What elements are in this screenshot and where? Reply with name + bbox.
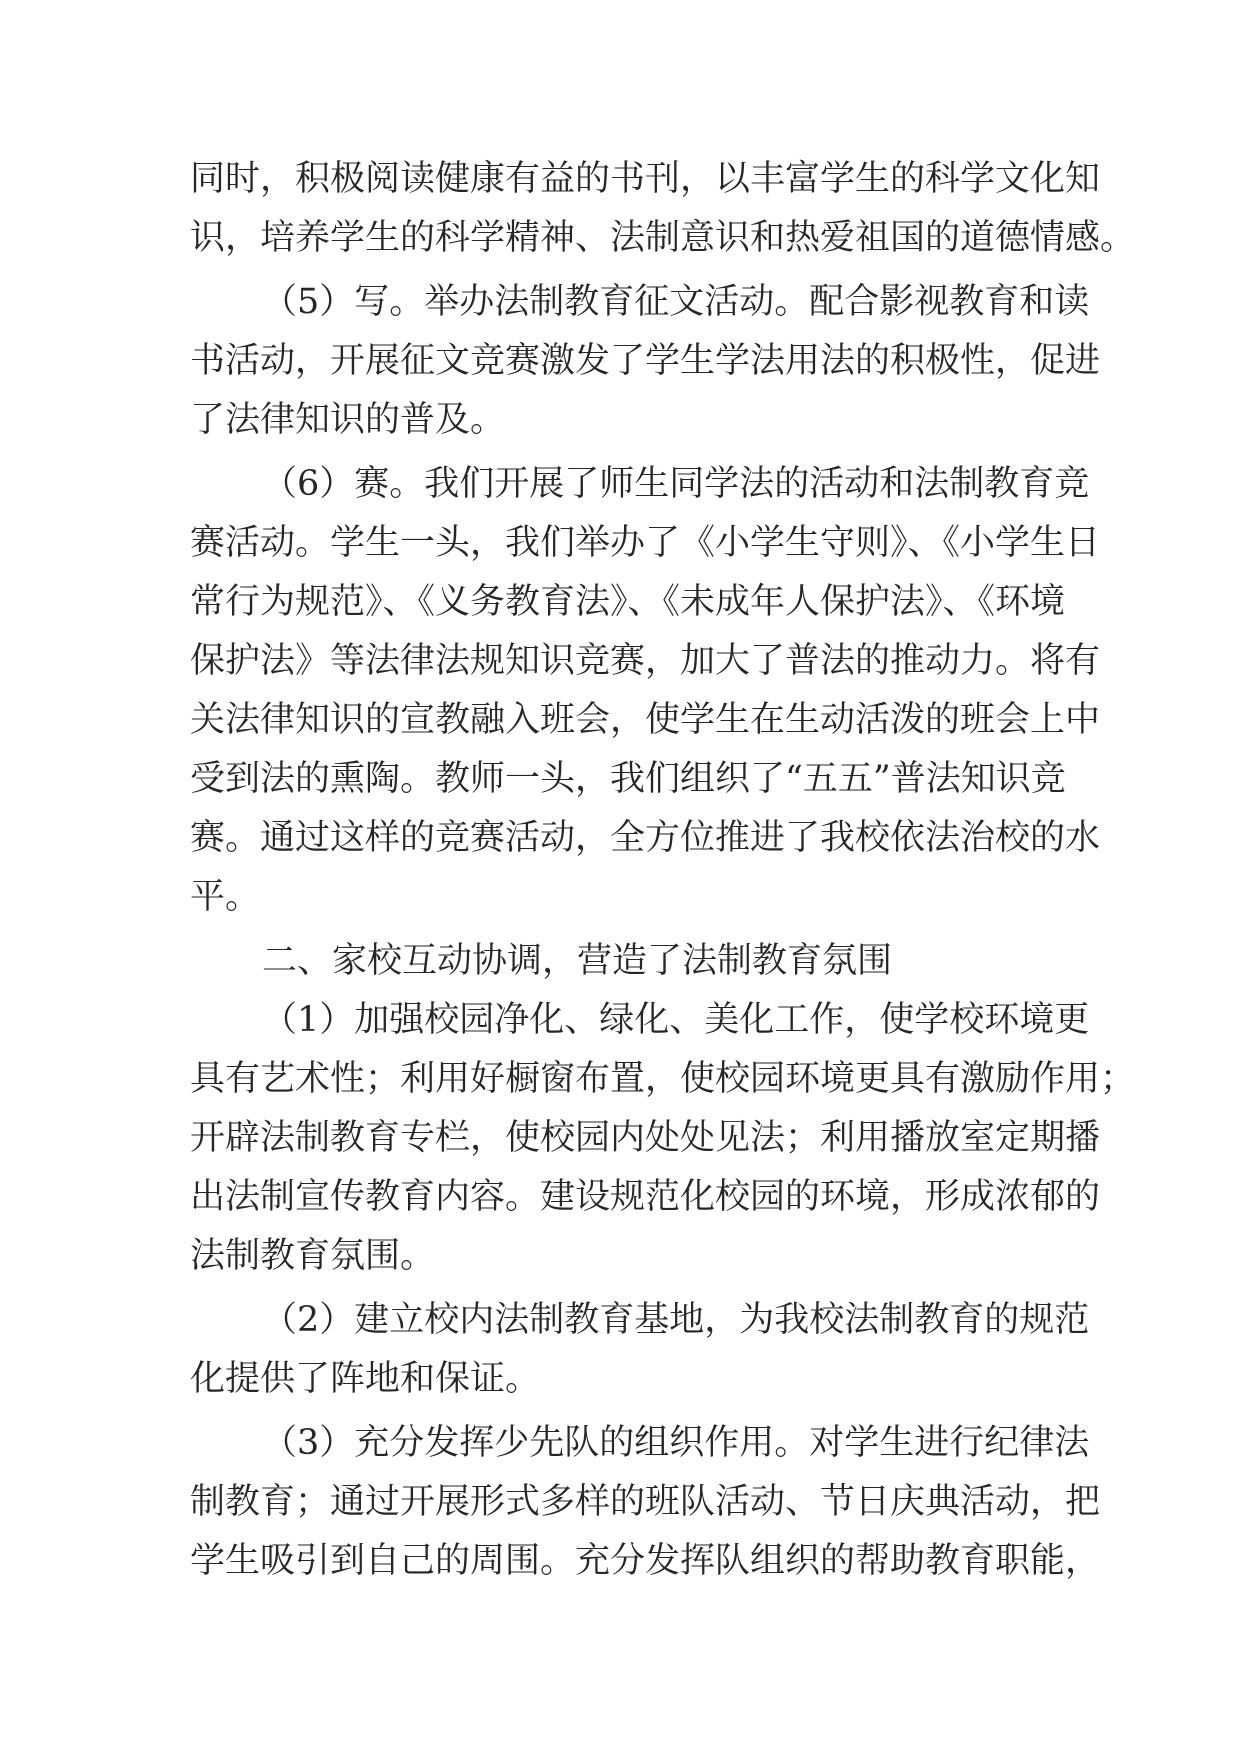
text-line: 开辟法制教育专栏，使校园内处处见法；利用播放室定期播 [190, 1118, 1101, 1158]
text-line: 书活动，开展征文竞赛激发了学生学法用法的积极性，促进 [190, 341, 1101, 381]
text-line: 常行为规范》、《义务教育法》、《未成年人保护法》、《环境 [190, 582, 1066, 622]
section-heading: 二、家校互动协调，营造了法制教育氛围 [262, 941, 893, 981]
text-line: 学生吸引到自己的周围。充分发挥队组织的帮助教育职能， [190, 1541, 1101, 1581]
paragraph-heading-line: （1）加强校园净化、绿化、美化工作，使学校环境更 [262, 1000, 1090, 1040]
text-line: 制教育；通过开展形式多样的班队活动、节日庆典活动，把 [190, 1482, 1101, 1522]
text-line: 法制教育氛围。 [190, 1236, 436, 1276]
text-line: 赛。通过这样的竞赛活动，全方位推进了我校依法治校的水 [190, 818, 1101, 858]
text-line: 受到法的熏陶。教师一头，我们组织了“五五”普法知识竞 [190, 759, 1066, 799]
paragraph-heading-line: （2）建立校内法制教育基地，为我校法制教育的规范 [262, 1300, 1090, 1340]
paragraph-heading-line: （5）写。举办法制教育征文活动。配合影视教育和读 [262, 282, 1090, 322]
paragraph-heading-line: （3）充分发挥少先队的组织作用。对学生进行纪律法 [262, 1423, 1090, 1463]
text-line: 化提供了阵地和保证。 [190, 1359, 541, 1399]
text-line: 关法律知识的宣教融入班会，使学生在生动活泼的班会上中 [190, 700, 1101, 740]
text-line: 同时，积极阅读健康有益的书刊，以丰富学生的科学文化知 [190, 159, 1101, 199]
paragraph-heading-line: （6）赛。我们开展了师生同学法的活动和法制教育竞 [262, 464, 1090, 504]
text-line: 保护法》等法律法规知识竞赛，加大了普法的推动力。将有 [190, 641, 1101, 681]
text-line: 具有艺术性；利用好橱窗布置，使校园环境更具有激励作用； [190, 1059, 1136, 1099]
document-body [190, 150, 1136, 1591]
text-line: 识，培养学生的科学精神、法制意识和热爱祖国的道德情感。 [190, 218, 1136, 258]
text-line: 出法制宣传教育内容。建设规范化校园的环境，形成浓郁的 [190, 1177, 1101, 1217]
text-line: 了法律知识的普及。 [190, 400, 506, 440]
text-line: 平。 [190, 877, 261, 917]
text-line: 赛活动。学生一头，我们举办了《小学生守则》、《小学生日 [190, 523, 1101, 563]
